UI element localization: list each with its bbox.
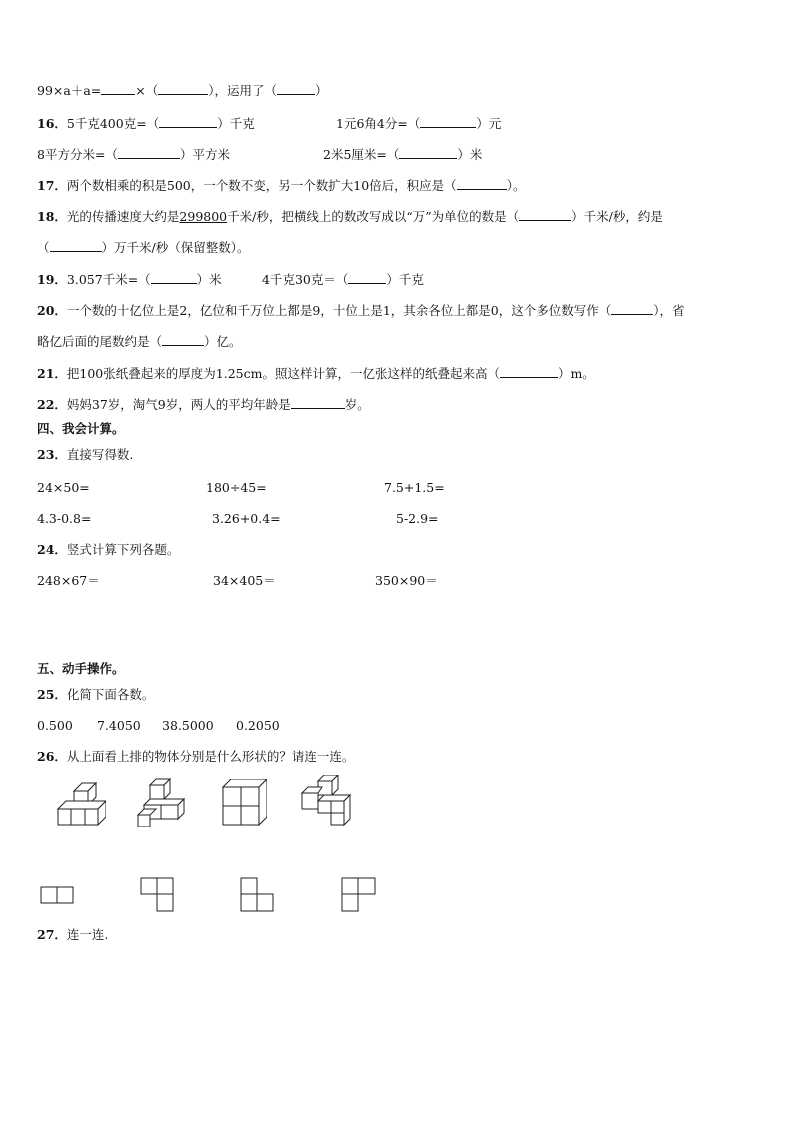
question-16-part-d: 2米5厘米=（ ）米 <box>323 147 483 162</box>
top-view-shape-3[interactable] <box>240 877 276 915</box>
answer-blank[interactable] <box>291 396 345 409</box>
q15-prefix: 99×a＋a= <box>37 83 102 98</box>
question-number: 17． <box>37 178 67 193</box>
vertical-calc-item: 34×405＝ <box>213 573 276 588</box>
calc-item: 5-2.9= <box>396 511 439 526</box>
question-25: 25．化简下面各数。 <box>37 687 155 702</box>
answer-blank[interactable] <box>611 302 653 315</box>
question-number: 21． <box>37 366 67 381</box>
cube-figure-3[interactable] <box>221 779 267 827</box>
question-number: 25． <box>37 687 67 702</box>
underlined-number: 299800 <box>179 209 228 224</box>
question-22: 22．妈妈37岁，淘气9岁，两人的平均年龄是 岁。 <box>37 397 370 412</box>
question-16: 16．5千克400克=（ ）千克 <box>37 116 255 131</box>
question-18: 18．光的传播速度大约是299800千米/秒，把横线上的数改写成以“万”为单位的数是（ ）千米/秒，约是 <box>37 209 663 224</box>
question-number: 23． <box>37 447 67 462</box>
calc-item: 4.3-0.8= <box>37 511 92 526</box>
cube-figure-2[interactable] <box>136 777 188 827</box>
answer-blank[interactable] <box>420 115 476 128</box>
answer-blank[interactable] <box>151 271 197 284</box>
question-19: 19．3.057千米=（ ）米 <box>37 272 222 287</box>
top-view-shape-2[interactable] <box>140 877 176 915</box>
answer-blank[interactable] <box>519 208 571 221</box>
answer-blank[interactable] <box>277 82 315 95</box>
question-number: 16． <box>37 116 67 131</box>
q15-continuation: 99×a＋a= ×（ ），运用了（ ） <box>37 83 328 98</box>
section-heading-5: 五、动手操作。 <box>37 661 125 676</box>
decimal-item: 7.4050 <box>97 718 141 733</box>
question-20-line2: 略亿后面的尾数约是（ ）亿。 <box>37 334 242 349</box>
question-26: 26．从上面看上排的物体分别是什么形状的？请连一连。 <box>37 749 355 764</box>
answer-blank[interactable] <box>399 146 457 159</box>
section-heading-4: 四、我会计算。 <box>37 421 125 436</box>
answer-blank[interactable] <box>50 239 102 252</box>
question-number: 19． <box>37 272 67 287</box>
question-number: 20． <box>37 303 67 318</box>
question-23: 23．直接写得数. <box>37 447 134 462</box>
decimal-item: 38.5000 <box>162 718 214 733</box>
top-view-shape-4[interactable] <box>341 877 379 915</box>
question-number: 27． <box>37 927 67 942</box>
decimal-item: 0.500 <box>37 718 73 733</box>
question-24: 24．竖式计算下列各题。 <box>37 542 180 557</box>
answer-blank[interactable] <box>348 271 386 284</box>
cube-figure-4[interactable] <box>300 775 352 827</box>
question-17: 17．两个数相乘的积是500，一个数不变，另一个数扩大10倍后，积应是（ ）。 <box>37 178 526 193</box>
question-27: 27．连一连. <box>37 927 109 942</box>
answer-blank[interactable] <box>118 146 180 159</box>
question-16-part-c: 8平方分米=（ ）平方米 <box>37 147 230 162</box>
calc-item: 3.26+0.4= <box>212 511 281 526</box>
question-21: 21．把100张纸叠起来的厚度为1.25cm。照这样计算，一亿张这样的纸叠起来高（ ）m。 <box>37 366 595 381</box>
answer-blank[interactable] <box>500 365 558 378</box>
vertical-calc-item: 248×67＝ <box>37 573 100 588</box>
vertical-calc-item: 350×90＝ <box>375 573 438 588</box>
answer-blank[interactable] <box>457 177 507 190</box>
answer-blank[interactable] <box>162 333 204 346</box>
calc-item: 24×50= <box>37 480 90 495</box>
cube-figure-1[interactable] <box>56 778 106 826</box>
question-19-part-b: 4千克30克＝（ ）千克 <box>262 272 424 287</box>
top-view-shape-1[interactable] <box>40 886 76 906</box>
decimal-item: 0.2050 <box>236 718 280 733</box>
question-16-part-b: 1元6角4分=（ ）元 <box>336 116 502 131</box>
answer-blank[interactable] <box>101 82 135 95</box>
question-20: 20．一个数的十亿位上是2，亿位和千万位上都是9，十位上是1，其余各位上都是0，这个多位数写作（ ），省 <box>37 303 685 318</box>
calc-item: 7.5+1.5= <box>384 480 445 495</box>
question-number: 22． <box>37 397 67 412</box>
question-number: 18． <box>37 209 67 224</box>
question-18-line2: （ ）万千米/秒（保留整数）。 <box>37 240 250 255</box>
calc-item: 180÷45= <box>206 480 267 495</box>
answer-blank[interactable] <box>159 115 217 128</box>
answer-blank[interactable] <box>158 82 208 95</box>
question-number: 24． <box>37 542 67 557</box>
question-number: 26． <box>37 749 67 764</box>
